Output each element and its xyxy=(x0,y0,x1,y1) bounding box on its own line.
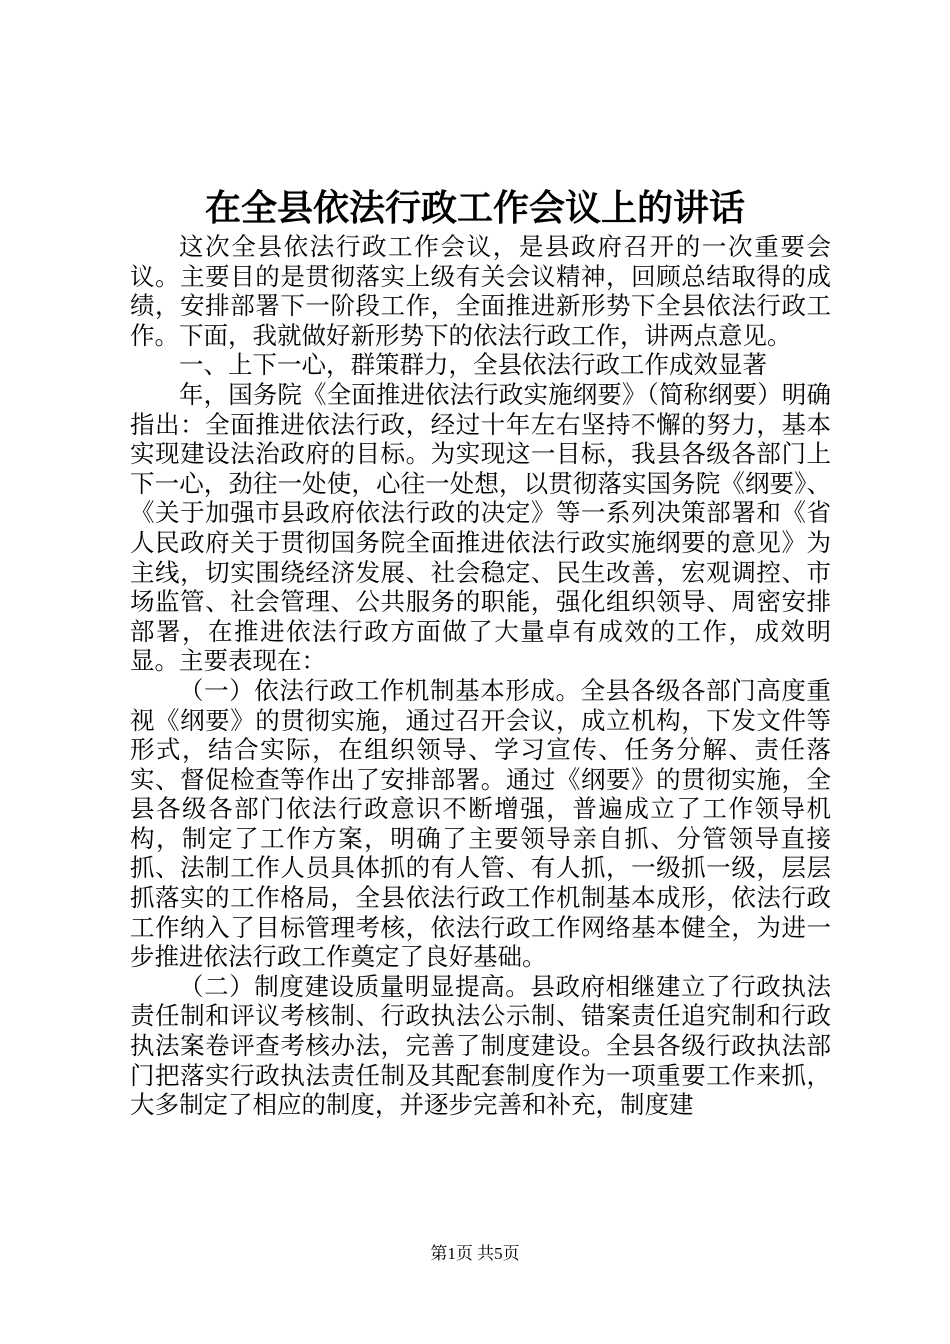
page-footer: 第1页 共5页 xyxy=(430,1244,520,1263)
paragraph-intro: 这次全县依法行政工作会议，是县政府召开的一次重要会议。主要目的是贯彻落实上级有关会议精神，回顾总结取得的成绩，安排部署下一阶段工作，全面推进新形势下全县依法行政工作。下面，我就做好新形势下的依法行政工作，讲两点意见。 xyxy=(130,232,831,350)
paragraph-system-building: （二）制度建设质量明显提高。县政府相继建立了行政执法责任制和评议考核制、行政执法公示制、错案责任追究制和行政执法案卷评查考核办法，完善了制度建设。全县各级行政执法部门把落实行政执法责任制及其配套制度作为一项重要工作来抓，大多制定了相应的制度，并逐步完善和补充，制度建 xyxy=(130,971,831,1120)
paragraph-mechanism: （一）依法行政工作机制基本形成。全县各级各部门高度重视《纲要》的贯彻实施，通过召开会议，成立机构，下发文件等形式，结合实际，在组织领导、学习宣传、任务分解、责任落实、督促检查等作出了安排部署。通过《纲要》的贯彻实施，全县各级各部门依法行政意识不断增强，普遍成立了工作领导机构，制定了工作方案，明确了主要领导亲自抓、分管领导直接抓、法制工作人员具体抓的有人管、有人抓，一级抓一级，层层抓落实的工作格局，全县依法行政工作机制基本成形，依法行政工作纳入了目标管理考核，依法行政工作网络基本健全，为进一步推进依法行政工作奠定了良好基础。 xyxy=(130,675,831,972)
paragraph-achievements: 年，国务院《全面推进依法行政实施纲要》（简称纲要）明确指出：全面推进依法行政，经过十年左右坚持不懈的努力，基本实现建设法治政府的目标。为实现这一目标，我县各级各部门上下一心，劲往一处使，心往一处想，以贯彻落实国务院《纲要》、《关于加强市县政府依法行政的决定》等一系列决策部署和《省人民政府关于贯彻国务院全面推进依法行政实施纲要的意见》为主线，切实围绕经济发展、社会稳定、民生改善，宏观调控、市场监管、社会管理、公共服务的职能，强化组织领导、周密安排部署，在推进依法行政方面做了大量卓有成效的工作，成效明显。主要表现在： xyxy=(130,379,831,676)
document-title: 在全县依法行政工作会议上的讲话 xyxy=(204,187,745,229)
section-heading-1: 一、上下一心，群策群力，全县依法行政工作成效显著 xyxy=(179,350,767,380)
document-body xyxy=(130,232,831,1120)
